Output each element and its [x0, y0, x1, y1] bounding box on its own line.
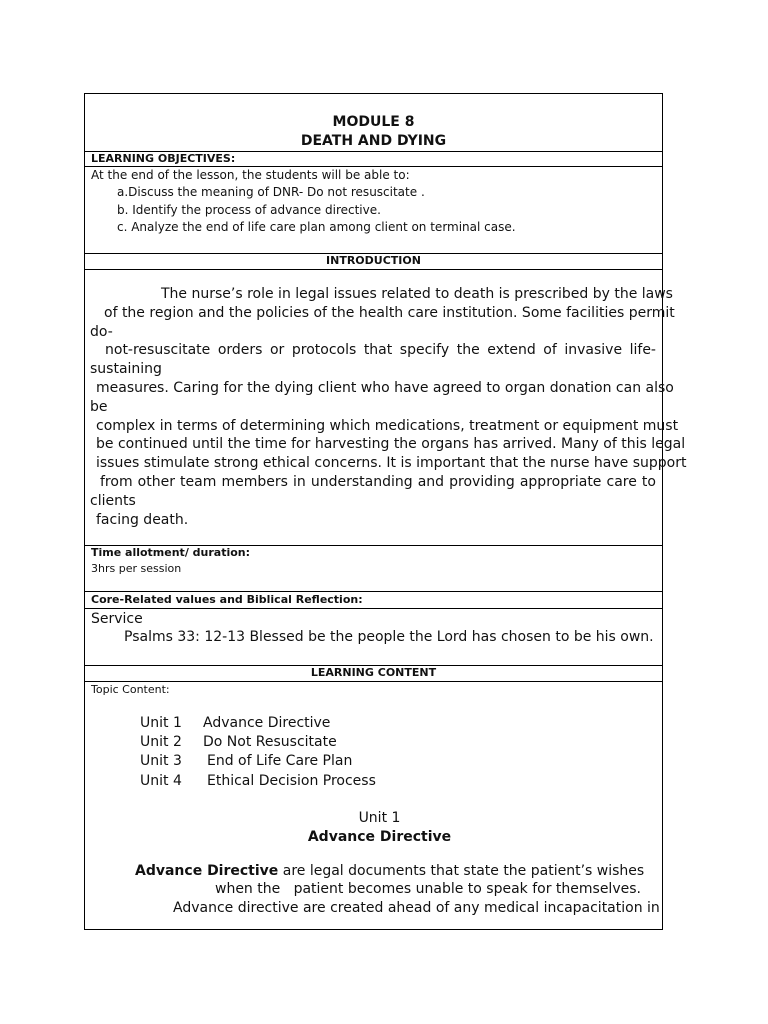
intro-line: do-	[90, 323, 113, 340]
unit-title: Advance Directive	[203, 715, 331, 731]
intro-line: The nurse’s role in legal issues related to death is prescribed by the laws	[161, 286, 673, 302]
introduction-label: INTRODUCTION	[326, 254, 421, 267]
objectives-label: LEARNING OBJECTIVES:	[91, 152, 236, 165]
topic-content-label: Topic Content:	[91, 683, 170, 696]
definition-line: Advance directive are created ahead of any medical incapacitation in	[173, 900, 660, 916]
learning-content-label: LEARNING CONTENT	[310, 666, 437, 679]
objective-item: a.Discuss the meaning of DNR- Do not resuscitate .	[117, 185, 425, 199]
intro-line: be continued until the time for harvesting the organs has arrived. Many of this legal	[96, 436, 686, 453]
intro-line: facing death.	[96, 511, 189, 528]
intro-line: complex in terms of determining which medications, treatment or equipment must	[96, 417, 679, 434]
definition-term: Advance Directive	[135, 863, 279, 879]
unit-heading: Unit 1	[358, 810, 401, 826]
unit-number: Unit 4	[140, 773, 182, 789]
module-title: DEATH AND DYING	[300, 133, 447, 149]
divider	[85, 591, 662, 592]
divider	[85, 608, 662, 609]
unit-number: Unit 1	[140, 715, 182, 731]
definition-line	[85, 862, 662, 880]
values-value: Service	[91, 611, 143, 627]
intro-line: from other team members in understanding and providing appropriate care to	[100, 473, 656, 490]
introduction-paragraph	[90, 285, 687, 529]
divider	[85, 681, 662, 682]
definition-line: when the patient becomes unable to speak for themselves.	[215, 881, 641, 897]
unit-number: Unit 2	[140, 734, 182, 750]
unit-heading-title: Advance Directive	[307, 829, 452, 845]
time-label: Time allotment/ duration:	[91, 546, 251, 559]
intro-line: of the region and the policies of the health care institution. Some facilities permit	[104, 304, 675, 321]
objective-item: b. Identify the process of advance directive.	[117, 203, 381, 217]
module-number: MODULE 8	[332, 114, 415, 130]
unit-title: Ethical Decision Process	[207, 773, 376, 789]
objectives-intro: At the end of the lesson, the students will be able to:	[91, 168, 410, 182]
biblical-verse: Psalms 33: 12-13 Blessed be the people the Lord has chosen to be his own.	[124, 629, 654, 645]
unit-number: Unit 3	[140, 753, 182, 769]
time-value: 3hrs per session	[91, 562, 182, 575]
module-document	[84, 93, 687, 930]
definition-text: are legal documents that state the patient’s wishes	[278, 863, 645, 879]
unit-title: End of Life Care Plan	[207, 753, 353, 769]
intro-line: measures. Caring for the dying client who have agreed to organ donation can also	[96, 379, 674, 396]
objective-item: c. Analyze the end of life care plan among client on terminal case.	[117, 220, 516, 234]
intro-line: sustaining	[90, 361, 162, 378]
intro-line: not-resuscitate orders or protocols that specify the extend of invasive life-	[105, 342, 656, 359]
unit-title: Do Not Resuscitate	[203, 734, 337, 750]
intro-line: be	[90, 398, 108, 415]
values-label: Core-Related values and Biblical Reflection:	[91, 593, 363, 606]
intro-line: issues stimulate strong ethical concerns. It is important that the nurse have support	[96, 455, 687, 472]
intro-line: clients	[90, 492, 136, 509]
divider	[85, 269, 662, 270]
